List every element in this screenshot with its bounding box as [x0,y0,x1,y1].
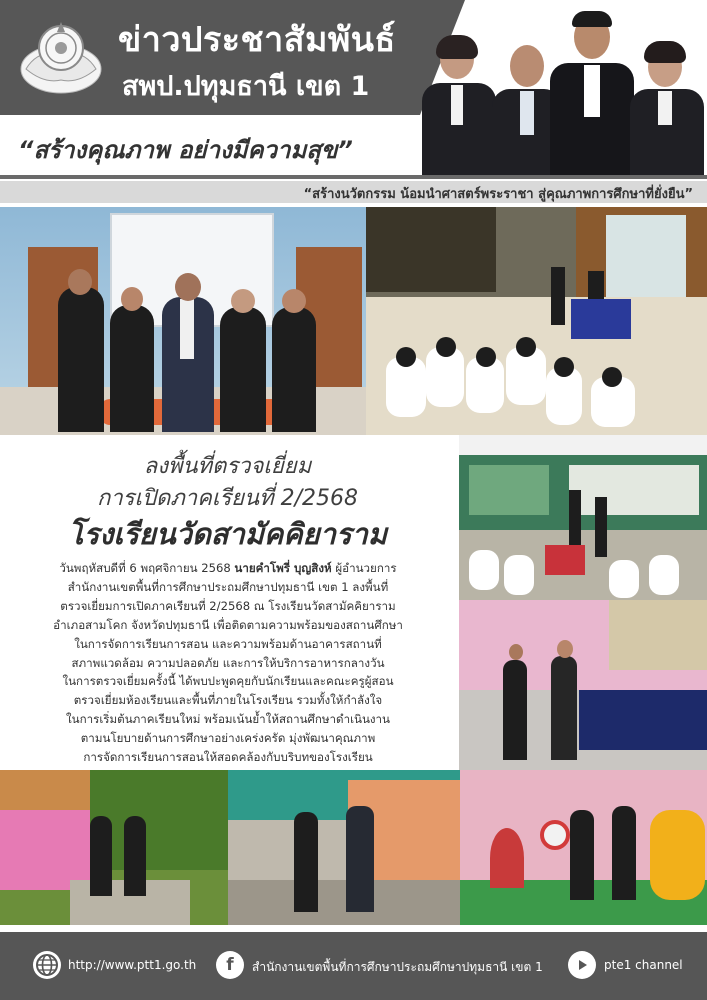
article-body-line: ตามนโยบายด้านการศึกษาอย่างเคร่งครัด มุ่งพัฒนาคุณภาพ [80,731,376,746]
article-body-date: วันพฤหัสบดีที่ 6 พฤศจิกายน 2568 [59,561,235,575]
photo-group-staff [0,207,366,435]
page-title: ข่าวประชาสัมพันธ์ [118,20,396,60]
article-body-line: ในการเริ่มต้นภาคเรียนใหม่ พร้อมเน้นย้ำให้สถานศึกษาดำเนินงาน [66,712,390,727]
article-subtitle-2: การเปิดภาคเรียนที่ 2/2568 [97,486,358,511]
photo-classroom-display [459,600,707,770]
article-body-line: ตรวจเยี่ยมห้องเรียนและพื้นที่ภายในโรงเรียน รวมทั้งให้กำลังใจ [73,693,383,708]
globe-icon [33,951,61,979]
youtube-link[interactable]: pte1 channel [604,958,683,972]
facebook-link[interactable]: สำนักงานเขตพื้นที่การศึกษาประถมศึกษาปทุมธานี เขต 1 [252,960,543,974]
article-body-line: สำนักงานเขตพื้นที่การศึกษาประถมศึกษาปทุมธานี เขต 1 ลงพื้นที่ [67,579,389,594]
office-name: สพป.ปทุมธานี เขต 1 [122,71,370,102]
facebook-icon: f [216,951,244,979]
footer [0,932,707,1000]
article-body-person: นายคำโพรี่ บุญสิงห์ [234,561,332,575]
photo-classroom-visit [459,435,707,600]
article-subtitle-1: ลงพื้นที่ตรวจเยี่ยม [143,454,312,479]
photo-school-grounds [0,770,228,925]
article-body-line [14,559,442,578]
motto: “สร้างนวัตกรรม น้อมนำศาสตร์พระราชา สู่คุณภาพการศึกษาที่ยั่งยืน” [303,187,693,202]
photo-students-classroom [366,207,707,435]
article-body-line: ในการจัดการเรียนการสอน และความพร้อมด้านอาคารสถานที่ [74,636,382,651]
article-body [14,559,442,767]
article-body-line: ตรวจเยี่ยมการเปิดภาคเรียนที่ 2/2568 ณ โรงเรียนวัดสามัคคิยาราม [60,598,396,613]
photo-corridor [228,770,460,925]
website-link[interactable]: http://www.ptt1.go.th [68,958,197,972]
youtube-icon [568,951,596,979]
photo-play-area [460,770,707,925]
article-body-line: การจัดการเรียนการสอนให้สอดคล้องกับบริบทของโรงเรียน [83,750,373,765]
office-logo-icon [18,14,104,100]
executives-photo [410,5,707,175]
article-body-line: สภาพแวดล้อม ความปลอดภัย และการให้บริการอาหารกลางวัน [71,655,385,670]
article-body-role: ผู้อำนวยการ [331,561,397,575]
article-body-line: ในการตรวจเยี่ยมครั้งนี้ ได้พบปะพูดคุยกับนักเรียนและคณะครูผู้สอน [62,674,394,689]
header-divider [0,175,707,179]
school-name: โรงเรียนวัดสามัคคิยาราม [68,517,387,551]
article-body-line: อำเภอสามโคก จังหวัดปทุมธานี เพื่อติดตามความพร้อมของสถานศึกษา [53,617,403,632]
slogan: “สร้างคุณภาพ อย่างมีความสุข” [18,136,353,164]
